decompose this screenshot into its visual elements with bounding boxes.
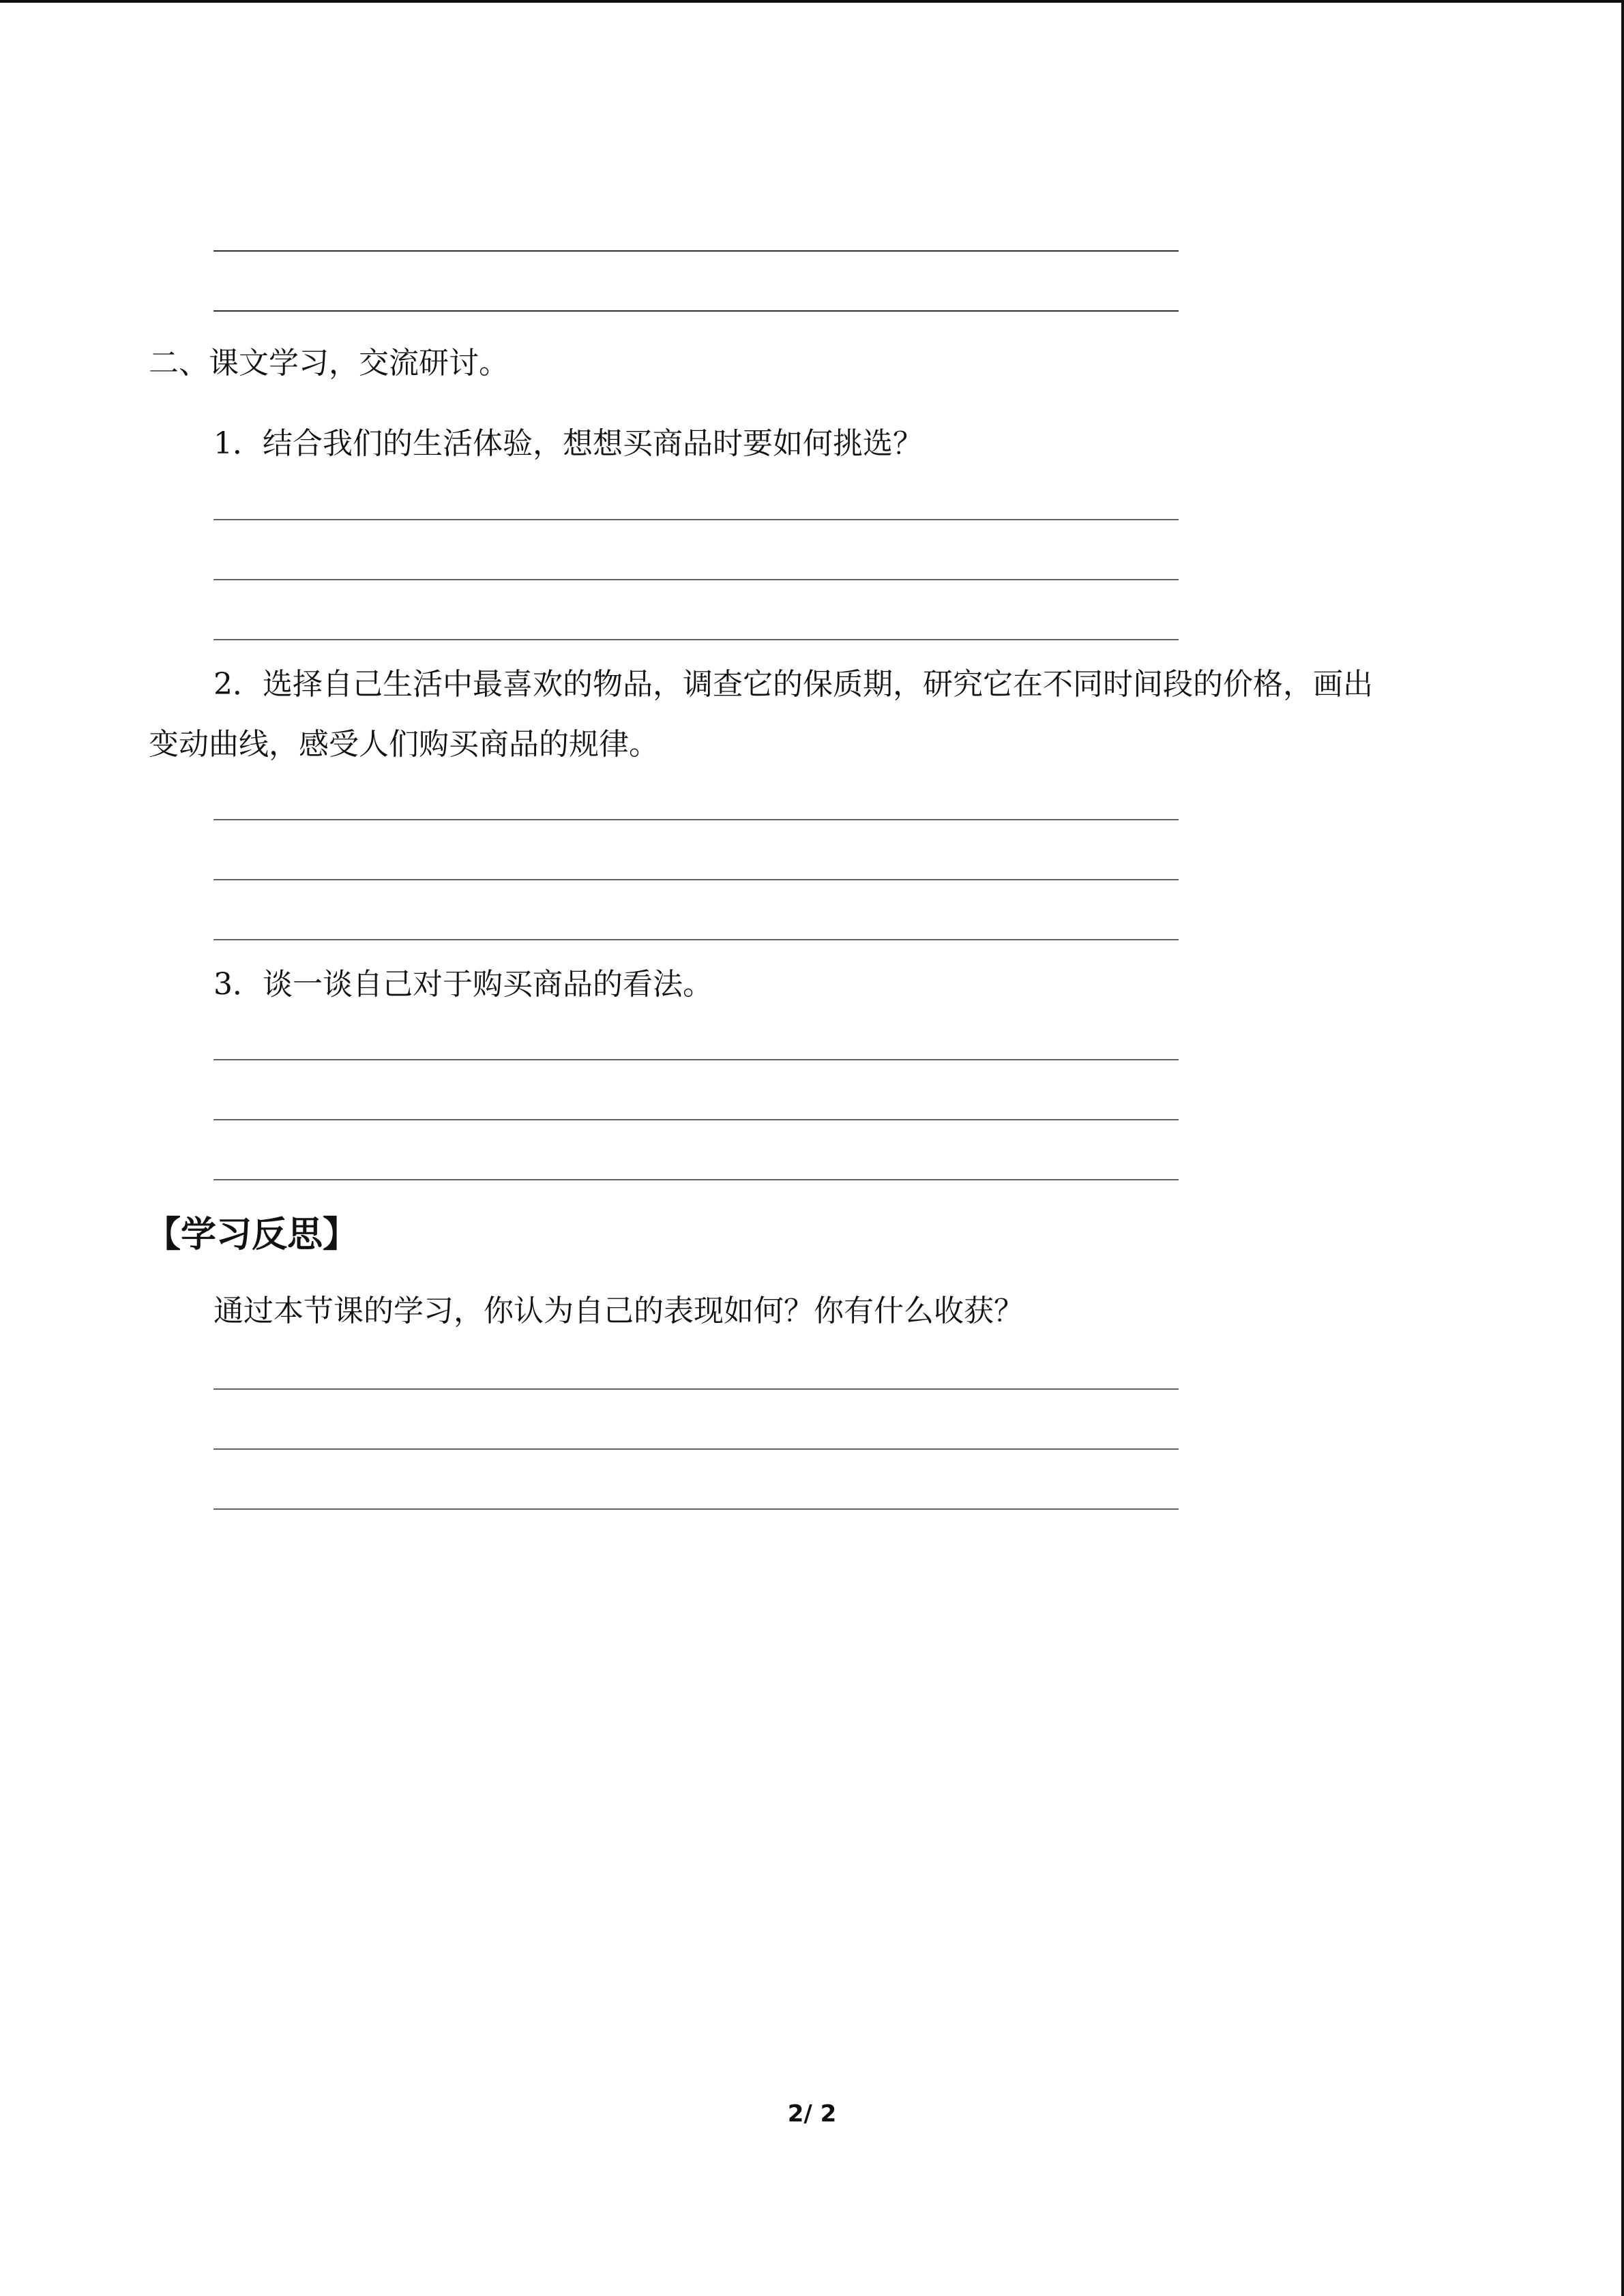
answer-line [213, 639, 1179, 640]
page-right-border [1621, 0, 1624, 2296]
answer-line [213, 1059, 1179, 1060]
answer-line [213, 1448, 1179, 1450]
question-1: 1．结合我们的生活体验，想想买商品时要如何挑选？ [213, 426, 923, 461]
question-2-line-2: 变动曲线，感受人们购买商品的规律。 [149, 727, 659, 762]
answer-line [213, 939, 1179, 940]
answer-line [213, 310, 1179, 312]
answer-line [213, 1388, 1179, 1390]
page-top-border [0, 0, 1624, 3]
answer-line [213, 250, 1179, 252]
reflection-prompt: 通过本节课的学习，你认为自己的表现如何？你有什么收获？ [213, 1294, 1024, 1328]
answer-line [213, 1179, 1179, 1180]
answer-line [213, 1508, 1179, 1510]
page-number: 2/ 2 [787, 2100, 837, 2128]
answer-line [213, 819, 1179, 820]
answer-line [213, 579, 1179, 580]
section-title: 二、课文学习，交流研讨。 [149, 346, 509, 381]
answer-line [213, 1119, 1179, 1120]
reflection-heading: 【学习反思】 [145, 1214, 359, 1255]
answer-line [213, 519, 1179, 520]
answer-line [213, 879, 1179, 880]
question-2-line-1: 2．选择自己生活中最喜欢的物品，调查它的保质期，研究它在不同时间段的价格，画出 [213, 667, 1373, 702]
question-3: 3．谈一谈自己对于购买商品的看法。 [213, 967, 713, 1002]
